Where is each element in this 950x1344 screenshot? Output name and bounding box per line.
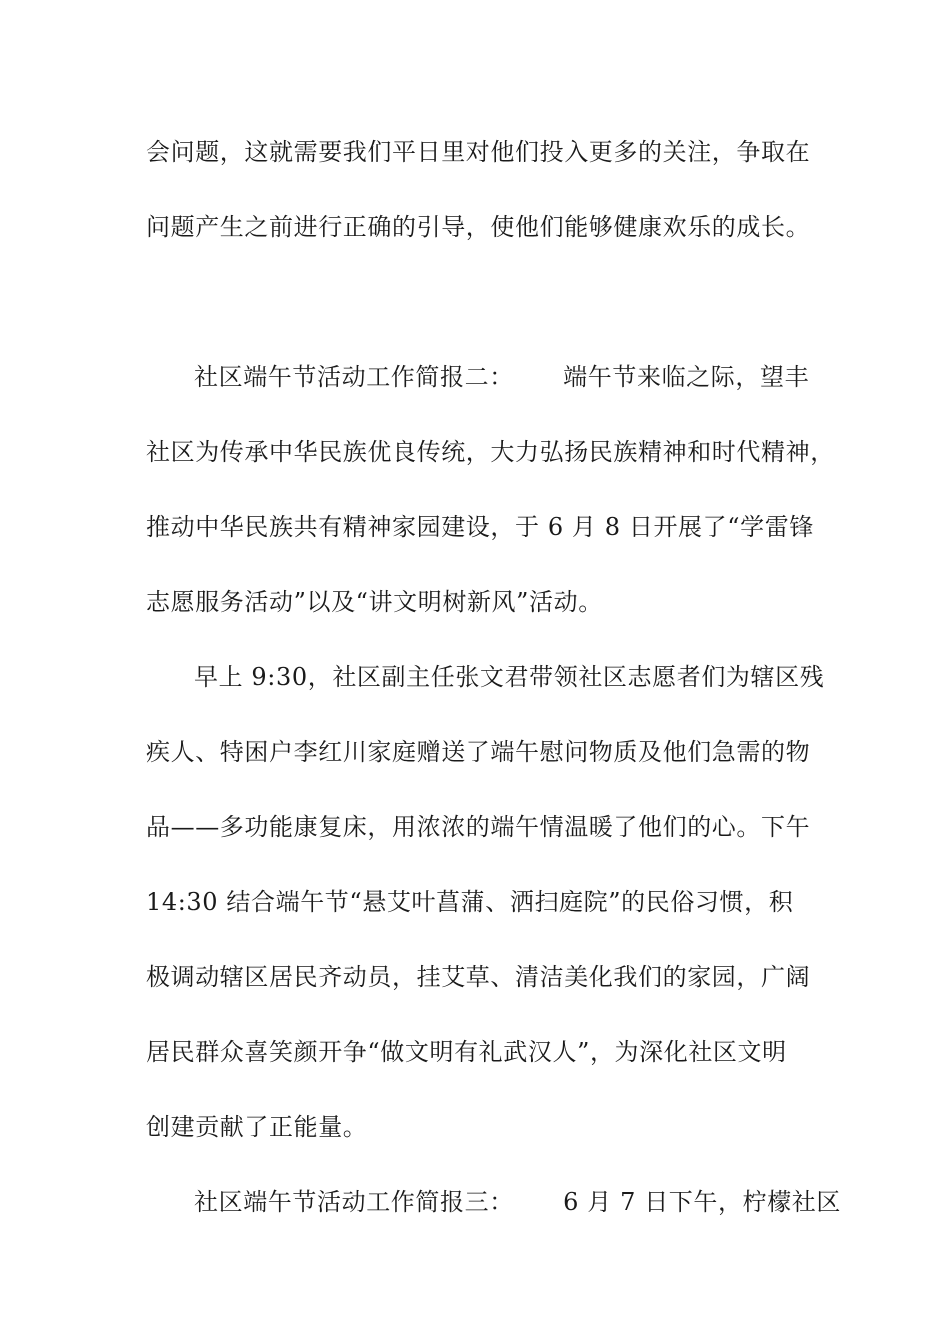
text-line: 创建贡献了正能量。 <box>146 1113 368 1141</box>
text-line: 品——多功能康复床，用浓浓的端午情温暖了他们的心。下午 <box>146 813 811 841</box>
text-line: 推动中华民族共有精神家园建设，于 6 月 8 日开展了“学雷锋 <box>146 513 814 541</box>
section-heading-line: 社区端午节活动工作简报三： 6 月 7 日下午，柠檬社区 <box>194 1188 841 1216</box>
text-line: 会问题，这就需要我们平日里对他们投入更多的关注，争取在 <box>146 138 811 166</box>
text-line: 问题产生之前进行正确的引导，使他们能够健康欢乐的成长。 <box>146 213 811 241</box>
text-line: 志愿服务活动”以及“讲文明树新风”活动。 <box>146 588 603 616</box>
text-line: 居民群众喜笑颜开争“做文明有礼武汉人”，为深化社区文明 <box>146 1038 787 1066</box>
section-heading-line: 社区端午节活动工作简报二： 端午节来临之际，望丰 <box>194 363 810 391</box>
text-line: 疾人、特困户李红川家庭赠送了端午慰问物质及他们急需的物 <box>146 738 811 766</box>
text-line: 极调动辖区居民齐动员，挂艾草、清洁美化我们的家园，广阔 <box>146 963 811 991</box>
text-line: 14:30 结合端午节“悬艾叶菖蒲、洒扫庭院”的民俗习惯，积 <box>146 888 794 916</box>
paragraph-start-line: 早上 9:30，社区副主任张文君带领社区志愿者们为辖区残 <box>194 663 825 691</box>
text-line: 社区为传承中华民族优良传统，大力弘扬民族精神和时代精神， <box>146 438 835 466</box>
